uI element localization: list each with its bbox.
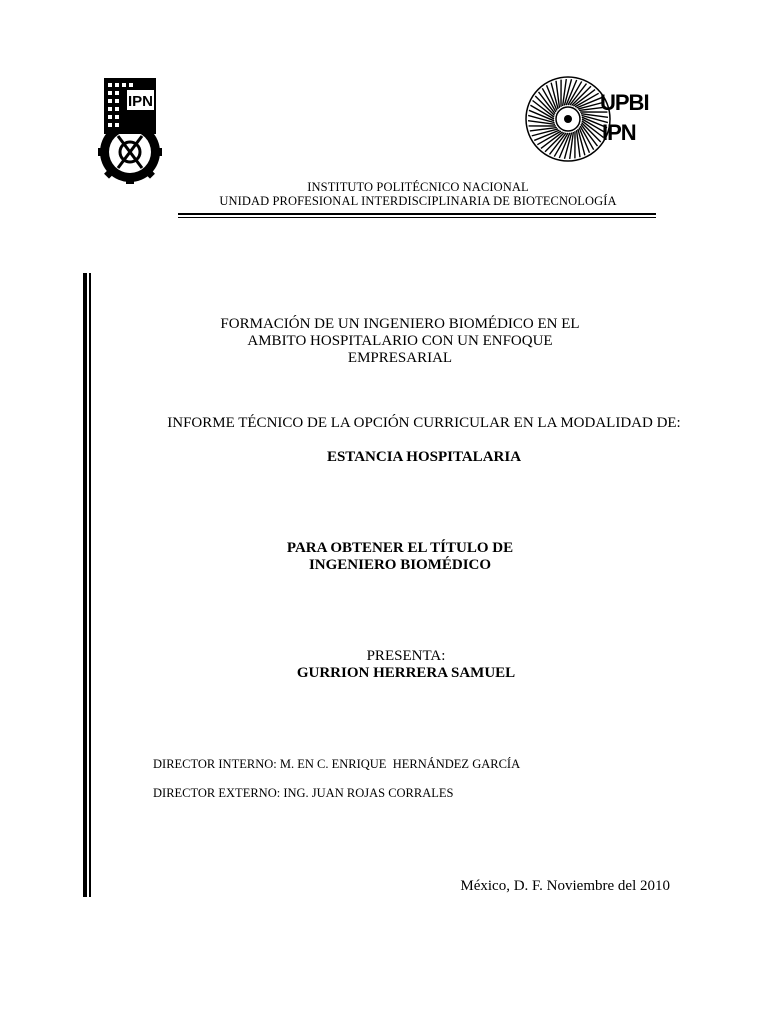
unit-name: UNIDAD PROFESIONAL INTERDISCIPLINARIA DE BIOTECNOLOGÍA — [219, 194, 617, 208]
degree-line: PARA OBTENER EL TÍTULO DE — [286, 540, 514, 556]
author-name: GURRION HERRERA SAMUEL — [296, 665, 516, 681]
side-rule — [83, 273, 87, 897]
institution-name: INSTITUTO POLITÉCNICO NACIONAL — [307, 180, 529, 194]
modality-intro: INFORME TÉCNICO DE LA OPCIÓN CURRICULAR EN LA MODALIDAD DE: — [167, 415, 681, 431]
header-rule-thin — [178, 217, 656, 218]
thesis-title-line: AMBITO HOSPITALARIO CON UN ENFOQUE — [247, 333, 553, 349]
degree — [200, 540, 600, 574]
director-external: DIRECTOR EXTERNO: ING. JUAN ROJAS CORRALES — [153, 786, 454, 800]
side-rule-thin — [89, 273, 91, 897]
place-date: México, D. F. Noviembre del 2010 — [460, 878, 670, 894]
ipn-logo — [94, 74, 166, 186]
svg-text:IPN: IPN — [127, 93, 154, 110]
degree-line: INGENIERO BIOMÉDICO — [308, 557, 492, 573]
modality: ESTANCIA HOSPITALARIA — [326, 449, 522, 465]
thesis-title-line: FORMACIÓN DE UN INGENIERO BIOMÉDICO EN EL — [220, 316, 580, 332]
thesis-title-line: EMPRESARIAL — [347, 350, 453, 366]
header-rule — [178, 213, 656, 215]
thesis-title — [190, 316, 610, 367]
upibi-logo — [524, 74, 660, 164]
director-internal: DIRECTOR INTERNO: M. EN C. ENRIQUE HERNÁNDEZ GARCÍA — [153, 757, 521, 771]
svg-text:UPBI: UPBI — [600, 90, 649, 115]
presenta-label: PRESENTA: — [366, 648, 446, 664]
svg-text:IPN: IPN — [602, 120, 636, 145]
